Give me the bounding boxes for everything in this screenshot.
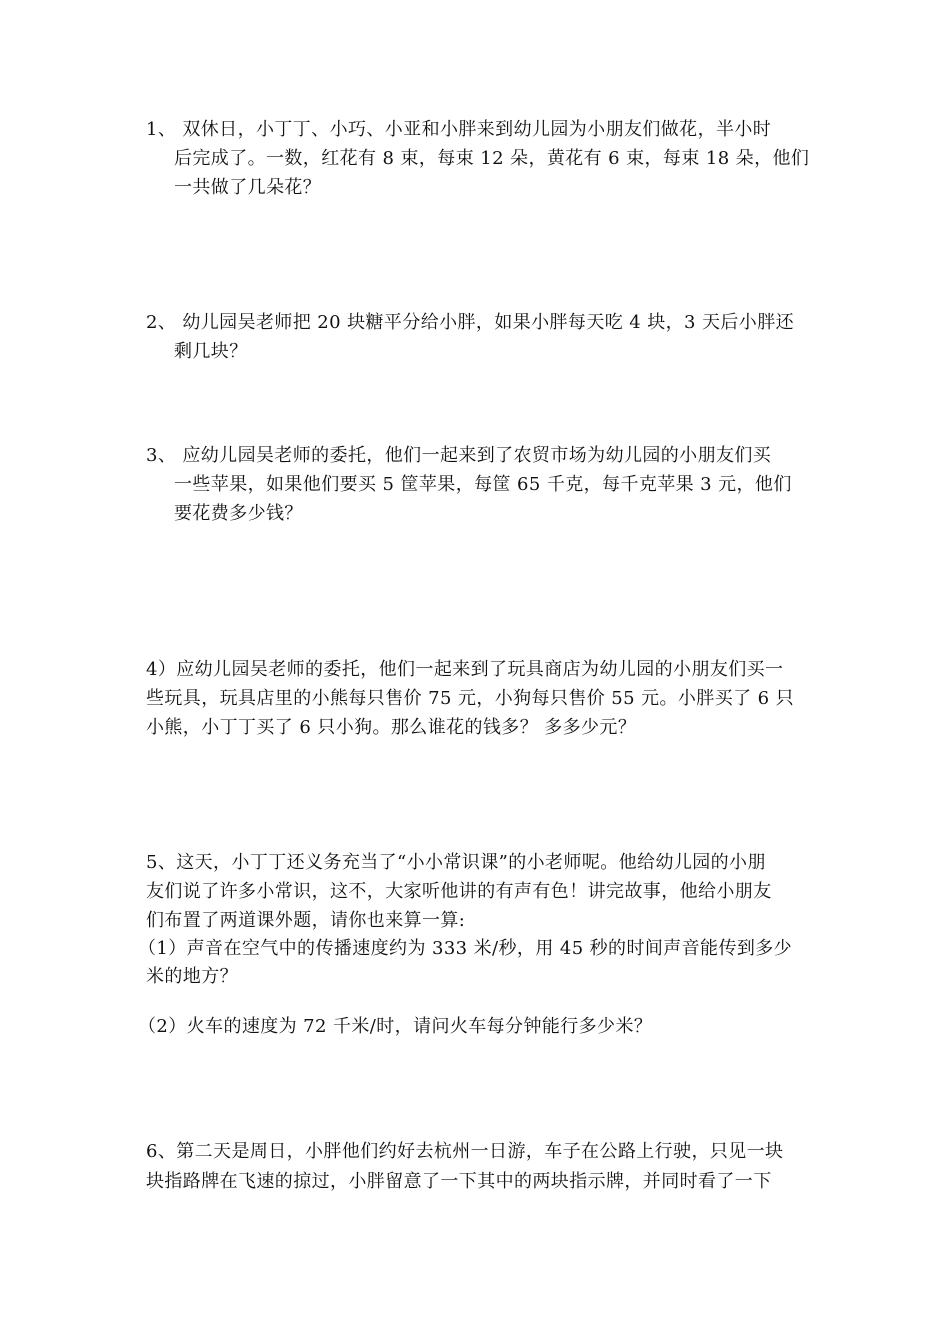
question-6-line-1: 6、第二天是周日，小胖他们约好去杭州一日游，车子在公路上行驶，只见一块 [146, 1141, 784, 1162]
question-3-line-2: 一些苹果，如果他们要买 5 筐苹果，每筐 65 千克，每千克苹果 3 元，他们 [174, 474, 792, 495]
question-4-line-3: 小熊，小丁丁买了 6 只小狗。那么谁花的钱多？ 多多少元？ [146, 717, 637, 738]
question-1-line-2: 后完成了。一数，红花有 8 束，每束 12 朵，黄花有 6 束，每束 18 朵，他们 [174, 148, 810, 169]
question-5-line-3: 们布置了两道课外题，请你也来算一算: [146, 910, 466, 931]
question-1-line-3: 一共做了几朵花？ [174, 177, 322, 198]
question-5-line-1: 5、这天，小丁丁还义务充当了“小小常识课”的小老师呢。他给幼儿园的小朋 [146, 852, 766, 873]
question-5-sub-1-line-2: 米的地方？ [146, 966, 238, 987]
question-2-line-1: 2、 幼儿园吴老师把 20 块糖平分给小胖，如果小胖每天吃 4 块，3 天后小胖还 [146, 312, 794, 333]
question-3-line-1: 3、 应幼儿园吴老师的委托，他们一起来到了农贸市场为幼儿园的小朋友们买 [146, 445, 772, 466]
question-1-line-1: 1、 双休日，小丁丁、小巧、小亚和小胖来到幼儿园为小朋友们做花，半小时 [146, 119, 772, 140]
question-4-line-2: 些玩具，玩具店里的小熊每只售价 75 元，小狗每只售价 55 元。小胖买了 6 只 [146, 688, 794, 709]
question-6-line-2: 块指路牌在飞速的掠过，小胖留意了一下其中的两块指示牌，并同时看了一下 [146, 1171, 772, 1192]
question-4-line-1: 4）应幼儿园吴老师的委托，他们一起来到了玩具商店为幼儿园的小朋友们买一 [146, 659, 784, 680]
question-5-sub-1-line-1: （1）声音在空气中的传播速度约为 333 米/秒，用 45 秒的时间声音能传到多少 [138, 938, 793, 959]
question-5-line-2: 友们说了许多小常识，这不，大家听他讲的有声有色！讲完故事，他给小朋友 [146, 881, 772, 902]
question-3-line-3: 要花费多少钱？ [174, 503, 303, 524]
question-2-line-2: 剩几块？ [174, 341, 248, 362]
question-5-sub-2: （2）火车的速度为 72 千米/时，请问火车每分钟能行多少米？ [138, 1016, 653, 1037]
